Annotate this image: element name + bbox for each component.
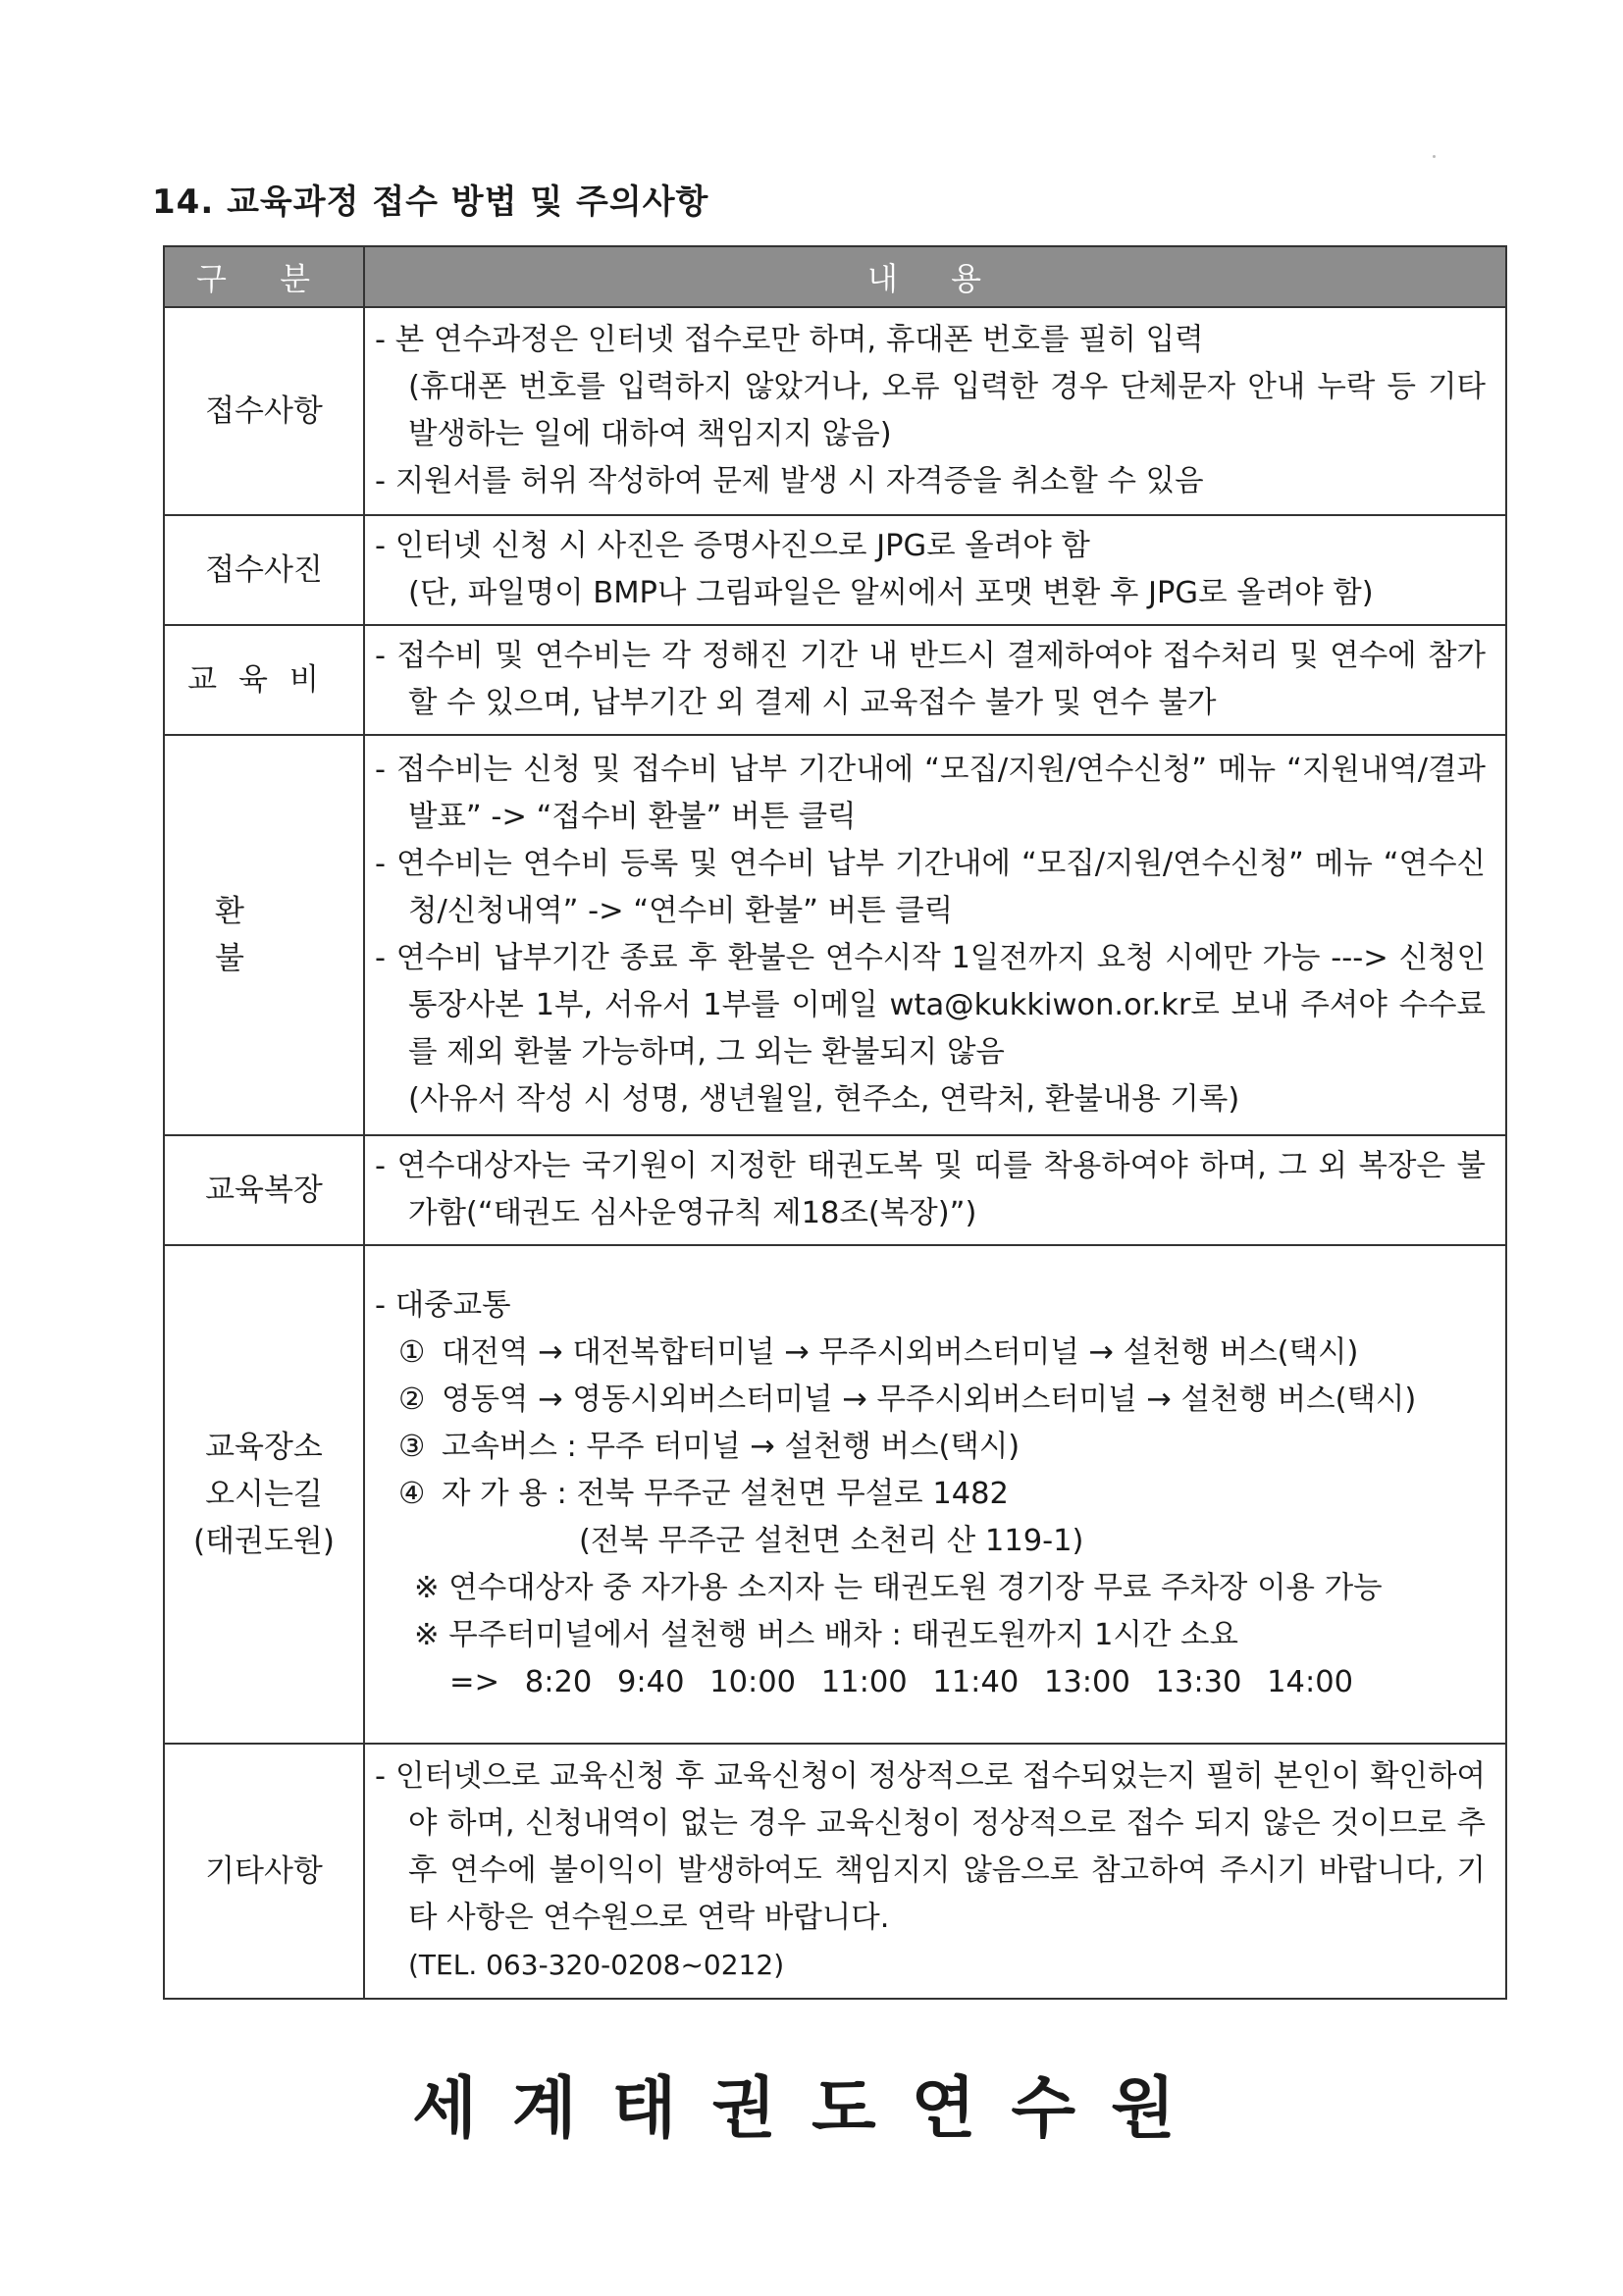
route-text: 대전역 → 대전복합터미널 → 무주시외버스터미널 → 설천행 버스(택시): [442, 1335, 1359, 1370]
table-row: [164, 625, 1506, 735]
transit-label: - 대중교통: [375, 1288, 511, 1323]
header-category: 구 분: [164, 246, 364, 307]
header-content: 내 용: [364, 246, 1506, 307]
route-number: ④: [398, 1477, 426, 1511]
content-line: - 연수비는 연수비 등록 및 연수비 납부 기간내에 “모집/지원/연수신청” 메뉴 “연수신청/신청내역” -> “연수비 환불” 버튼 클릭: [375, 847, 1486, 928]
table-row: [164, 735, 1506, 1135]
address-alt: (전북 무주군 설천면 소천리 산 119-1): [579, 1524, 1084, 1558]
route-number: ②: [398, 1383, 426, 1417]
table-header-row: [164, 246, 1506, 307]
content-line: (TEL. 063-320-0208~0212): [408, 1949, 785, 1981]
content-line: - 인터넷 신청 시 사진은 증명사진으로 JPG로 올려야 함: [375, 529, 1090, 563]
section-title: 14. 교육과정 접수 방법 및 주의사항: [152, 183, 709, 222]
content-line: - 접수비는 신청 및 접수비 납부 기간내에 “모집/지원/연수신청” 메뉴 “지원내역/결과발표” -> “접수비 환불” 버튼 클릭: [375, 753, 1486, 834]
route-item: [375, 1377, 1486, 1424]
bus-schedule: => 8:20 9:40 10:00 11:00 11:40 13:00 13:30 14:00: [449, 1665, 1354, 1699]
table-row: [164, 307, 1506, 515]
content-line: - 연수대상자는 국기원이 지정한 태권도복 및 띠를 착용하여야 하며, 그 외 복장은 불가함(“태권도 심사운영규칙 제18조(복장)”): [375, 1149, 1486, 1230]
row-content: [364, 735, 1506, 1135]
row-category: 교육비: [164, 625, 364, 735]
row-category: 접수사진: [164, 515, 364, 625]
content-line: - 접수비 및 연수비는 각 정해진 기간 내 반드시 결제하여야 접수처리 및 연수에 참가 할 수 있으며, 납부기간 외 결제 시 교육접수 불가 및 연수 불가: [375, 639, 1486, 720]
table-row: [164, 1744, 1506, 1999]
table-row: [164, 515, 1506, 625]
route-item: [375, 1330, 1486, 1377]
table-row: [164, 1135, 1506, 1245]
row-content: [364, 625, 1506, 735]
category-line: 교육장소: [205, 1429, 323, 1465]
row-category: 접수사항: [164, 307, 364, 515]
route-item: [375, 1424, 1486, 1471]
content-line: - 연수비 납부기간 종료 후 환불은 연수시작 1일전까지 요청 시에만 가능 ---> 신청인 통장사본 1부, 서유서 1부를 이메일 wta@kukkiwon.or.kr로 보내 주셔야 수수료를 제외 환불 가능하며, 그 외는 환불되지 않음: [375, 941, 1486, 1070]
category-line: 오시는길: [205, 1476, 323, 1512]
row-content: [364, 307, 1506, 515]
note-line: ※ 연수대상자 중 자가용 소지자 는 태권도원 경기장 무료 주차장 이용 가능: [414, 1571, 1383, 1605]
route-text: 영동역 → 영동시외버스터미널 → 무주시외버스터미널 → 설천행 버스(택시): [442, 1383, 1417, 1417]
content-line: - 본 연수과정은 인터넷 접수로만 하며, 휴대폰 번호를 필히 입력: [375, 323, 1204, 357]
row-content: [364, 1245, 1506, 1744]
route-number: ③: [398, 1430, 426, 1464]
row-content: [364, 515, 1506, 625]
content-line: (휴대폰 번호를 입력하지 않았거나, 오류 입력한 경우 단체문자 안내 누락 등 기타 발생하는 일에 대하여 책임지지 않음): [408, 370, 1486, 451]
row-category: [164, 1245, 364, 1744]
route-text: 자 가 용 : 전북 무주군 설천면 무설로 1482: [442, 1477, 1009, 1511]
note-line: ※ 무주터미널에서 설천행 버스 배차 : 태권도원까지 1시간 소요: [414, 1618, 1238, 1652]
content-line: - 인터넷으로 교육신청 후 교육신청이 정상적으로 접수되었는지 필히 본인이 확인하여야 하며, 신청내역이 없는 경우 교육신청이 정상적으로 접수 되지 않은 것이므로 추후 연수에 불이익이 발생하여도 책임지지 않음으로 참고하여 주시기 바랍니다, 기타 사항은 연수원으로 연락 바랍니다.: [375, 1759, 1486, 1935]
route-item: [375, 1471, 1486, 1518]
content-line: (단, 파일명이 BMP나 그림파일은 알씨에서 포맷 변환 후 JPG로 올려야 함): [408, 576, 1374, 610]
row-content: [364, 1744, 1506, 1999]
scan-speck: [1433, 155, 1436, 158]
content-line: (사유서 작성 시 성명, 생년월일, 현주소, 연락처, 환불내용 기록): [408, 1082, 1240, 1117]
row-category: 환불: [164, 735, 364, 1135]
route-number: ①: [398, 1335, 426, 1370]
row-content: [364, 1135, 1506, 1245]
table-row: [164, 1245, 1506, 1744]
row-category: 교육복장: [164, 1135, 364, 1245]
info-table: [163, 245, 1507, 2000]
footer-organization: 세계태권도연수원: [412, 2070, 1211, 2148]
category-line: (태권도원): [193, 1524, 335, 1560]
route-text: 고속버스 : 무주 터미널 → 설천행 버스(택시): [442, 1430, 1021, 1464]
content-line: - 지원서를 허위 작성하여 문제 발생 시 자격증을 취소할 수 있음: [375, 464, 1204, 498]
row-category: 기타사항: [164, 1744, 364, 1999]
